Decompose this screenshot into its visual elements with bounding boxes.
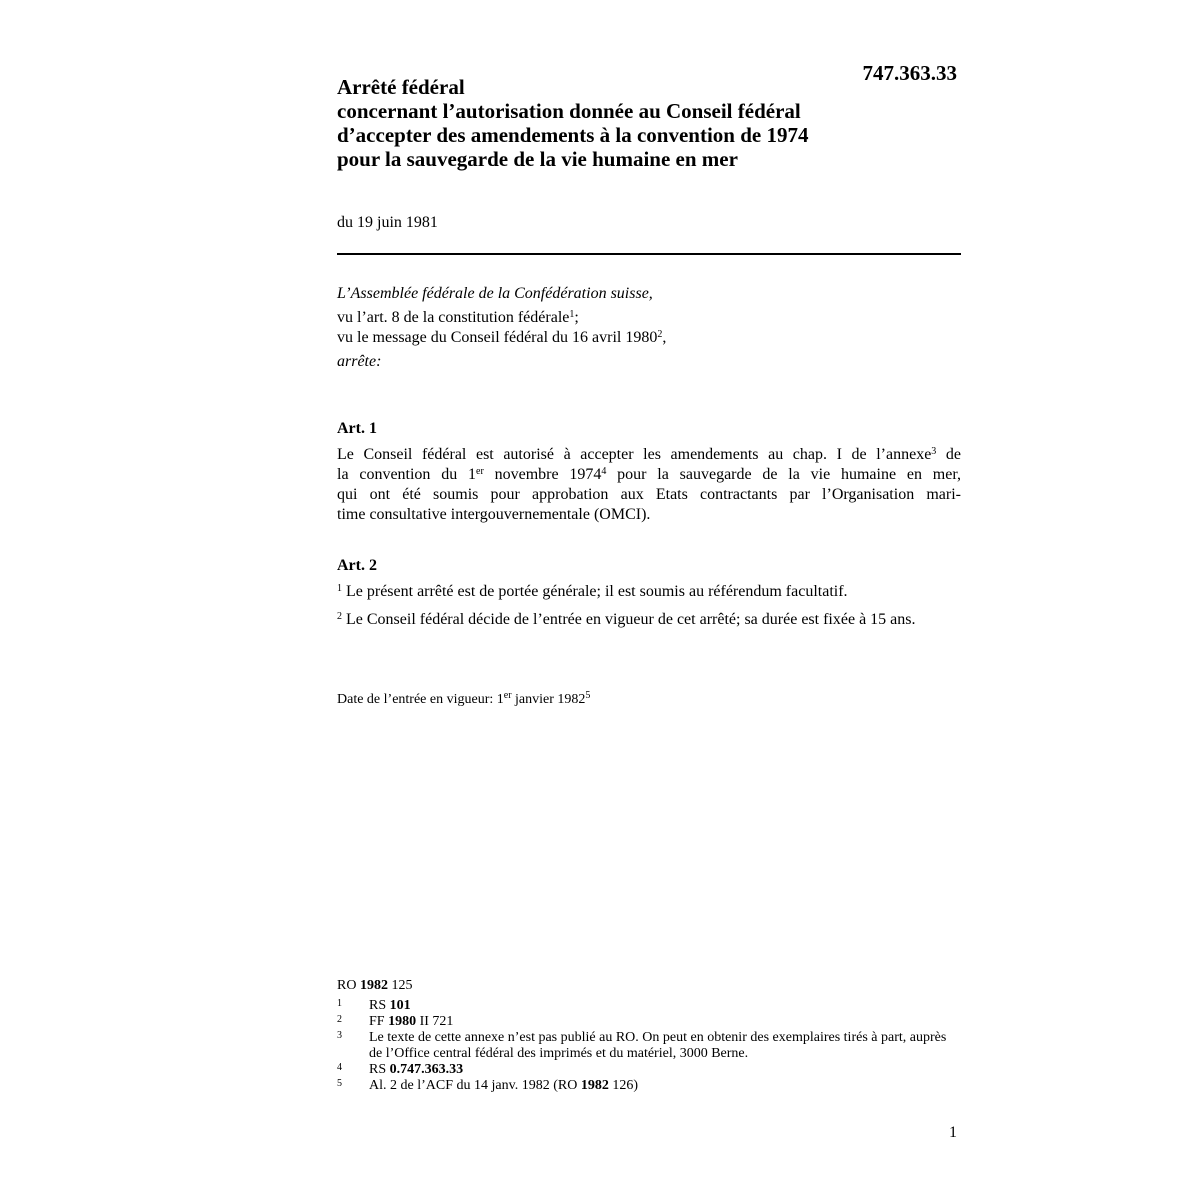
footnotes [337,998,961,1094]
article-2-paragraph-1: $^1$ Le présent arrêté est de portée générale; il est soumis au référendum facultatif. [337,583,848,600]
article-1-title: Art. 1 [337,420,377,437]
footnote-ref-4[interactable]: 4 [601,466,607,477]
preamble-arrete: arrête: [337,353,382,370]
title-line-1: Arrêté fédéral [337,75,465,99]
footnote-ref-3[interactable]: 3 [931,446,937,457]
article-1 [337,419,961,525]
footnote-2: 2 FF 1980 II 721 [337,1014,454,1029]
article-1-line-2: la convention du 1er novembre 1974$^4$ pour la sauvegarde de la vie humaine en mer, [337,466,962,483]
title-line-3: d’accepter des amendements à la convention de 1974 [337,123,809,147]
footnote-ref-2[interactable]: 2 [657,329,663,340]
article-2-paragraph-2: $^2$ Le Conseil fédéral décide de l’entrée en vigueur de cet arrêté; sa durée est fixée à 15 ans. [337,611,916,628]
preamble-line-message: vu le message du Conseil fédéral du 16 avril 1980$^2$, [337,329,667,346]
entry-into-force-date: Date de l’entrée en vigueur: 1er janvier 1982$^5$ [337,690,591,707]
page-number: 1 [949,1124,957,1141]
ro-reference: RO 1982 125 [337,978,413,993]
article-2-title: Art. 2 [337,557,377,574]
article-2 [337,556,961,630]
preamble-assembly: L’Assemblée fédérale de la Confédération suisse, [337,285,653,302]
preamble [337,284,961,372]
title-line-4: pour la sauvegarde de la vie humaine en mer [337,147,738,171]
footnote-5: 5 Al. 2 de l’ACF du 14 janv. 1982 (RO 1982 126) [337,1078,638,1093]
article-1-line-4: time consultative intergouvernementale (OMCI). [337,506,651,523]
footnote-1: 1 RS 101 [337,998,411,1013]
title-line-2: concernant l’autorisation donnée au Conseil fédéral [337,99,801,123]
sr-number: 747.363.33 [862,61,957,85]
document-title [337,75,897,171]
footnote-ref-1[interactable]: 1 [569,309,575,320]
footnote-4: 4 RS 0.747.363.33 [337,1062,464,1077]
header-divider [337,253,961,255]
article-1-line-3: qui ont été soumis pour approbation aux Etats contractants par l’Organisation mari- [337,486,961,503]
document-page [337,0,961,1200]
article-1-line-1: Le Conseil fédéral est autorisé à accepter les amendements au chap. I de l’annexe$^3$ de [337,446,961,463]
footnote-3: 3 Le texte de cette annexe n’est pas publié au RO. On peut en obtenir des exemplaires tirés à part, auprès de l’Office central fédéral des imprimés et du matériel, 3000 Berne. [337,1030,947,1061]
document-date: du 19 juin 1981 [337,214,438,231]
footnote-ref-5[interactable]: 5 [585,690,591,701]
preamble-line-constitution: vu l’art. 8 de la constitution fédérale$^1$; [337,309,579,326]
